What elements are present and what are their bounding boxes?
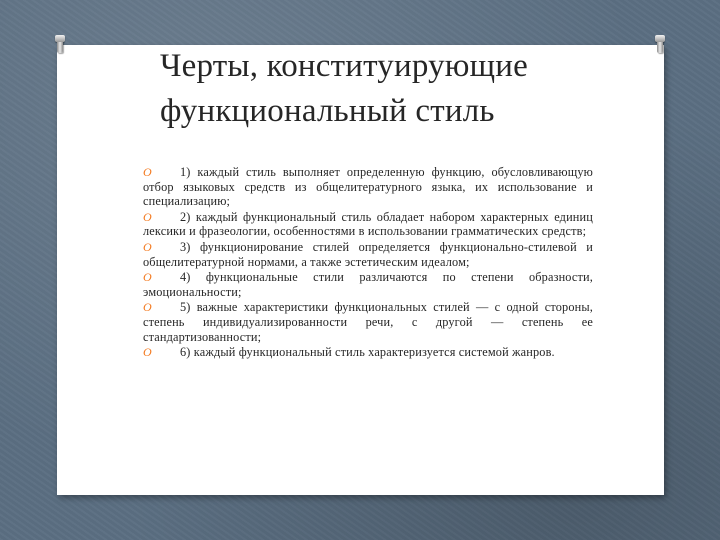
list-item [143,240,593,269]
list-item-text: 3) функционирование стилей определяется функционально-стилевой и общелитературной нормами, а также эстетическим идеалом; [143,239,593,269]
bullet-list [143,165,593,361]
bullet-icon: O [143,270,152,285]
list-item [143,165,593,209]
bullet-icon: O [143,239,152,254]
list-item-text: 1) каждый стиль выполняет определенную функцию, обусловливающую отбор языковых средств из общелитературного языка, их использование и специализацию; [143,165,593,209]
bullet-icon: O [143,209,152,224]
bullet-icon: O [143,345,152,360]
list-item-text: 4) функциональные стили различаются по степени образности, эмоциональности; [143,270,593,299]
bullet-icon: O [143,300,152,315]
list-item [143,210,593,239]
list-item-text: 5) важные характеристики функциональных стилей — с одной стороны, степень индивидуализированности речи, с другой — степень ее стандартизованности; [143,300,593,344]
list-item [143,270,593,299]
list-item-text: 6) каждый функциональный стиль характеризуется системой жанров. [180,345,555,360]
list-item [143,345,593,360]
list-item [143,300,593,344]
bullet-icon: O [143,165,152,179]
list-item-text: 2) каждый функциональный стиль обладает набором характерных единиц лексики и фразеологии, особенностями в использовании грамматических средств; [143,209,593,239]
pushpin-icon [654,35,666,53]
slide-title: Черты, конституирующие функциональный стиль [160,48,528,129]
pushpin-icon [54,35,66,53]
